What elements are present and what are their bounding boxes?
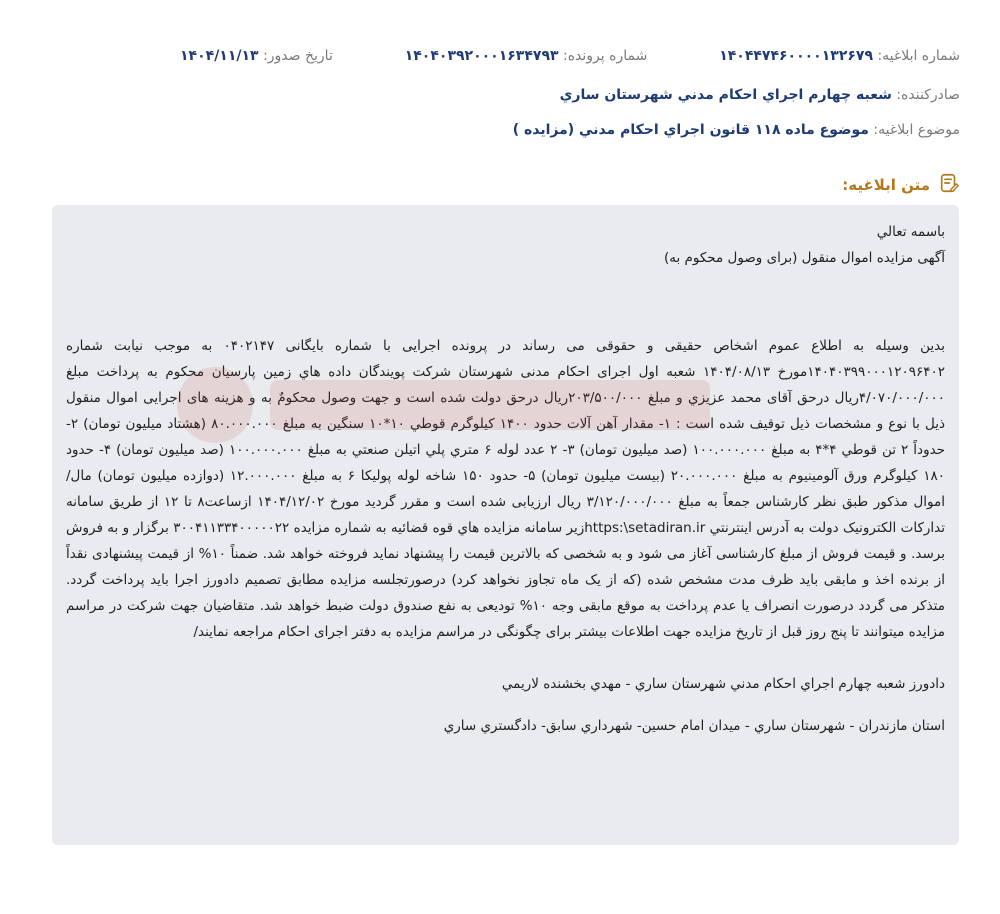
subject-value: موضوع ماده ۱۱۸ قانون اجراي احکام مدني (مزايده ) xyxy=(512,122,869,138)
issuer-row xyxy=(560,87,960,103)
notice-number-label: شماره ابلاغیه: xyxy=(877,48,960,64)
notice-headline: آگهی مزایده اموال منقول (برای وصول محکوم به) xyxy=(663,250,945,266)
section-title xyxy=(842,172,960,198)
issuer-value: شعبه چهارم اجراي احکام مدني شهرستان ساري xyxy=(559,87,892,103)
case-number-value: ۱۴۰۴۰۳۹۲۰۰۰۱۶۳۴۷۹۳ xyxy=(404,48,559,64)
case-number xyxy=(405,48,648,64)
notice-number-value: ۱۴۰۴۴۷۴۶۰۰۰۰۱۳۲۶۷۹ xyxy=(719,48,873,64)
section-title-text: متن ابلاغیه: xyxy=(842,176,930,194)
notice-number xyxy=(719,48,960,64)
issue-date-label: تاریخ صدور: xyxy=(263,48,333,64)
notice-signer: دادورز شعبه چهارم اجراي احکام مدني شهرستان ساري - مهدي بخشنده لاريمي xyxy=(501,676,945,692)
notice-body-box xyxy=(52,205,959,845)
document-edit-icon xyxy=(938,172,960,198)
notice-address: استان مازندران - شهرستان ساري - ميدان امام حسين- شهرداري سابق- دادگستري ساري xyxy=(443,718,945,734)
subject-row xyxy=(513,122,960,138)
meta-row-numbers xyxy=(40,48,960,64)
issue-date xyxy=(180,48,333,64)
notice-body: بدین وسیله به اطلاع عموم اشخاص حقیقی و حقوقی می رساند در پرونده اجرایی با شماره بایگانی ۰۴۰۲۱۴۷ به موجب نیابت شماره ۱۴۰۴۰۳۹۹۰۰۰۱۲۰۹۶۴۰۲مورخ ۱۴۰۴/۰۸/۱۳ شعبه اول اجرای احکام مدنی شهرستان شرکت پویندگان داده هاي زمین پارسیان محکوم به پرداخت مبلغ ۴/۰۷۰/۰۰۰/۰۰۰ریال درحق آقای محمد عزیزي و مبلغ ۲۰۳/۵۰۰/۰۰۰ریال درحق دولت شده است و جهت وصول محکومٌ به و هزینه های اجرایی اموال منقول ذیل با نوع و مشخصات ذیل توقیف شده است : ۱- مقدار آهن آلات حدود ۱۴۰۰ کیلوگرم قوطي ۱۰*۱۰ سنگین به مبلغ ۸۰.۰۰۰.۰۰۰ (هشتاد میلیون تومان) ۲- حدوداً ۲ تن قوطي ۴*۴ به مبلغ ۱۰۰.۰۰۰.۰۰۰ (صد میلیون تومان) ۳- ۲ عدد لوله ۶ متري پلي اتیلن صنعتي به مبلغ ۱۰۰.۰۰۰.۰۰۰ (صد میلیون تومان) ۴- حدود ۱۸۰ کیلوگرم ورق آلومینیوم به مبلغ ۲۰.۰۰۰.۰۰۰ (بیست میلیون تومان) ۵- حدود ۱۵۰ شاخه لوله پولیکا ۶ به مبلغ ۱۲.۰۰۰.۰۰۰ (دوازده میلیون تومان) مال/ اموال مذکور طبق نظر کارشناس جمعاً به مبلغ ۳/۱۲۰/۰۰۰/۰۰۰ ریال ارزیابی شده است و مقرر گردید مورخ ۱۴۰۴/۱۲/۰۲ ازساعت۸ تا ۱۲ از طریق سامانه تدارکات الکترونیک دولت به آدرس اینترنتي https:\setadiran.irزیر سامانه مزایده هاي قوه قضائیه به شماره مزایده ۳۰۰۴۱۱۳۳۴۰۰۰۰۰۲۲ برگزار و به فروش برسد. و قیمت فروش از مبلغ کارشناسی آغاز می شود و به شخصی که بالاترین قیمت را پیشنهاد نماید فروخته خواهد شد. ضمناً ۱۰% از قیمت پیشنهادی نقداً از برنده اخذ و مابقی باید ظرف مدت مشخص شده (که از یک ماه تجاوز نخواهد کرد) درصورتجلسه مزایده مطابق تصمیم دادورز اجرا باید پرداخت گردد. متذکر می گردد درصورت انصراف یا عدم پرداخت به موقع مابقی وجه ۱۰% تودیعی به نفع صندوق دولت ضبط خواهد شد. متقاضیان جهت شرکت در مراسم مزایده میتوانند تا پنج روز قبل از تاریخ مزایده جهت اطلاعات بیشتر برای چگونگی در مراسم مزایده به دفتر اجرای احکام مراجعه نمایند/ xyxy=(66,338,946,640)
case-number-label: شماره پرونده: xyxy=(562,48,648,64)
issue-date-value: ۱۴۰۴/۱۱/۱۳ xyxy=(180,48,259,64)
subject-label: موضوع ابلاغیه: xyxy=(873,122,960,138)
issuer-label: صادرکننده: xyxy=(896,87,960,103)
notice-greeting: باسمه تعالي xyxy=(876,224,945,240)
